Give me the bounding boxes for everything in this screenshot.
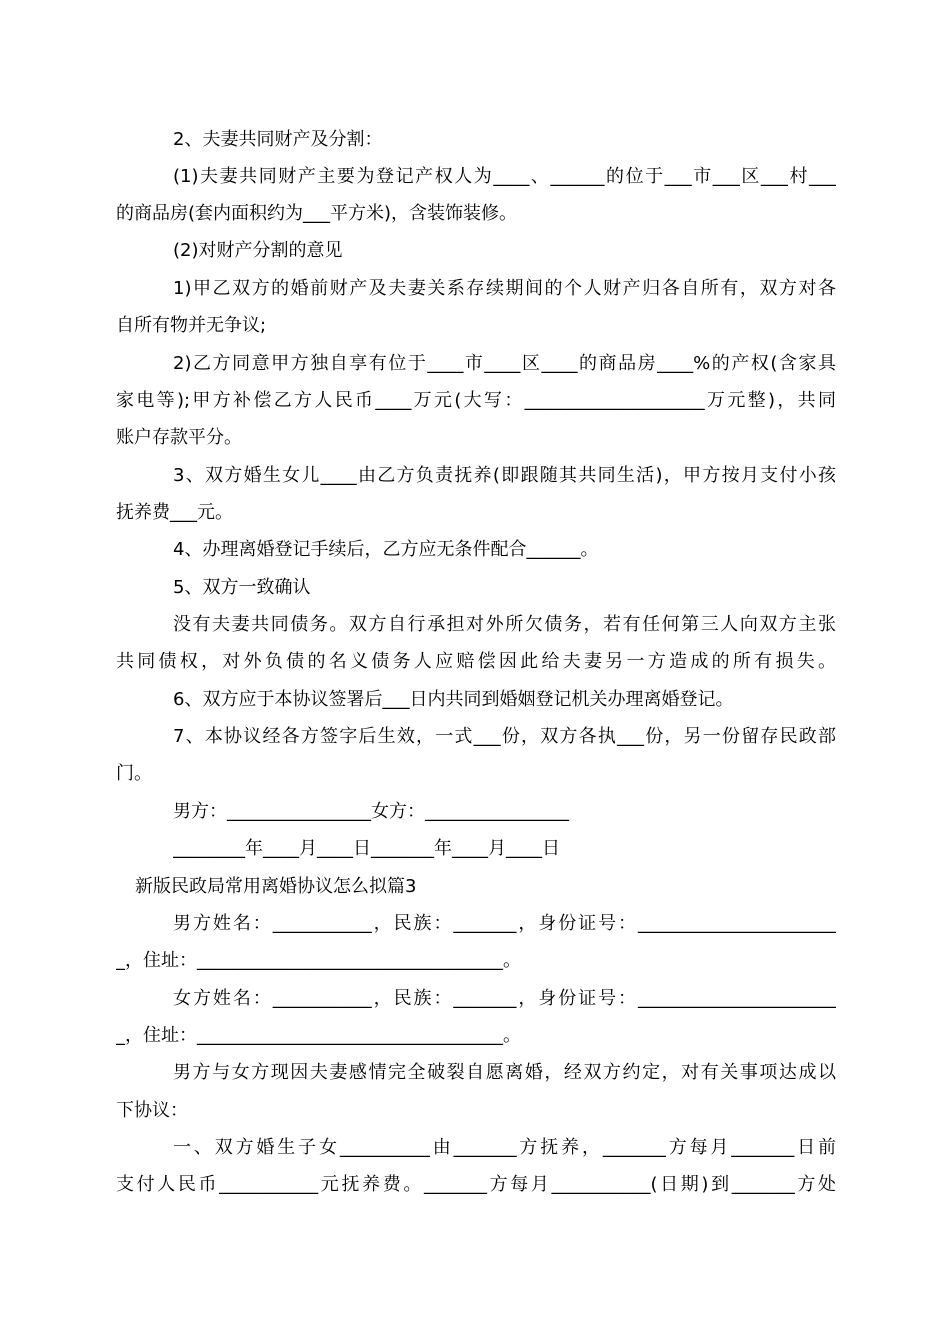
paragraph-line: 3、双方婚生女儿____由乙方负责抚养(即跟随其共同生活)，甲方按月支付小孩	[173, 465, 836, 486]
female-address-line: _，住址：__________________________________。	[116, 1025, 521, 1046]
paragraph-line: 账户存款平分。	[116, 427, 242, 448]
male-info-line: 男方姓名：___________，民族：_______，身份证号：______________________	[173, 913, 836, 934]
paragraph-line: 抚养费___元。	[116, 502, 233, 523]
paragraph-line: 自所有物并无争议;	[116, 315, 267, 336]
paragraph-line: 4、办理离婚登记手续后，乙方应无条件配合______。	[173, 539, 599, 560]
female-info-line: 女方姓名：___________，民族：_______，身份证号：______________________	[173, 988, 836, 1009]
signature-line: 男方：________________女方：________________	[173, 801, 569, 822]
paragraph-line: 的商品房(套内面积约为___平方米)，含装饰装修。	[116, 203, 518, 224]
paragraph-line: 下协议：	[116, 1100, 188, 1121]
paragraph-line: 2)乙方同意甲方独自享有位于____市____区____的商品房____%的产权(含家具	[173, 353, 836, 374]
paragraph-line: 一、双方婚生子女__________由_______方抚养，_______方每月_______日前	[173, 1137, 836, 1158]
paragraph-line: 1)甲乙双方的婚前财产及夫妻关系存续期间的个人财产归各自所有，双方对各	[173, 278, 836, 299]
paragraph-line: 共同债权，对外负债的名义债务人应赔偿因此给夫妻另一方造成的所有损失。	[116, 651, 836, 672]
paragraph-line: 没有夫妻共同债务。双方自行承担对外所欠债务，若有任何第三人向双方主张	[173, 614, 836, 635]
paragraph-line: 6、双方应于本协议签署后___日内共同到婚姻登记机关办理离婚登记。	[173, 689, 734, 710]
paragraph-line: (1)夫妻共同财产主要为登记产权人为____、______的位于___市___区___村___	[173, 166, 836, 187]
subheading-division-opinion: (2)对财产分割的意见	[173, 240, 343, 261]
section-title: 新版民政局常用离婚协议怎么拟篇3	[135, 876, 417, 897]
paragraph-line: 门。	[116, 763, 152, 784]
date-line: ________年____月____日_______年____月____日	[173, 838, 560, 859]
heading-property-division: 2、夫妻共同财产及分割：	[173, 129, 383, 150]
male-address-line: _，住址：__________________________________。	[116, 950, 521, 971]
paragraph-line: 7、本协议经各方签字后生效，一式___份，双方各执___份，另一份留存民政部	[173, 726, 836, 747]
paragraph-line: 支付人民币___________元抚养费。_______方每月___________(日期)到_______方处	[116, 1174, 836, 1195]
paragraph-line: 5、双方一致确认	[173, 577, 311, 598]
paragraph-line: 男方与女方现因夫妻感情完全破裂自愿离婚，经双方约定，对有关事项达成以	[173, 1062, 836, 1083]
paragraph-line: 家电等);甲方补偿乙方人民币____万元(大写：____________________万元整)，共同	[116, 390, 836, 411]
